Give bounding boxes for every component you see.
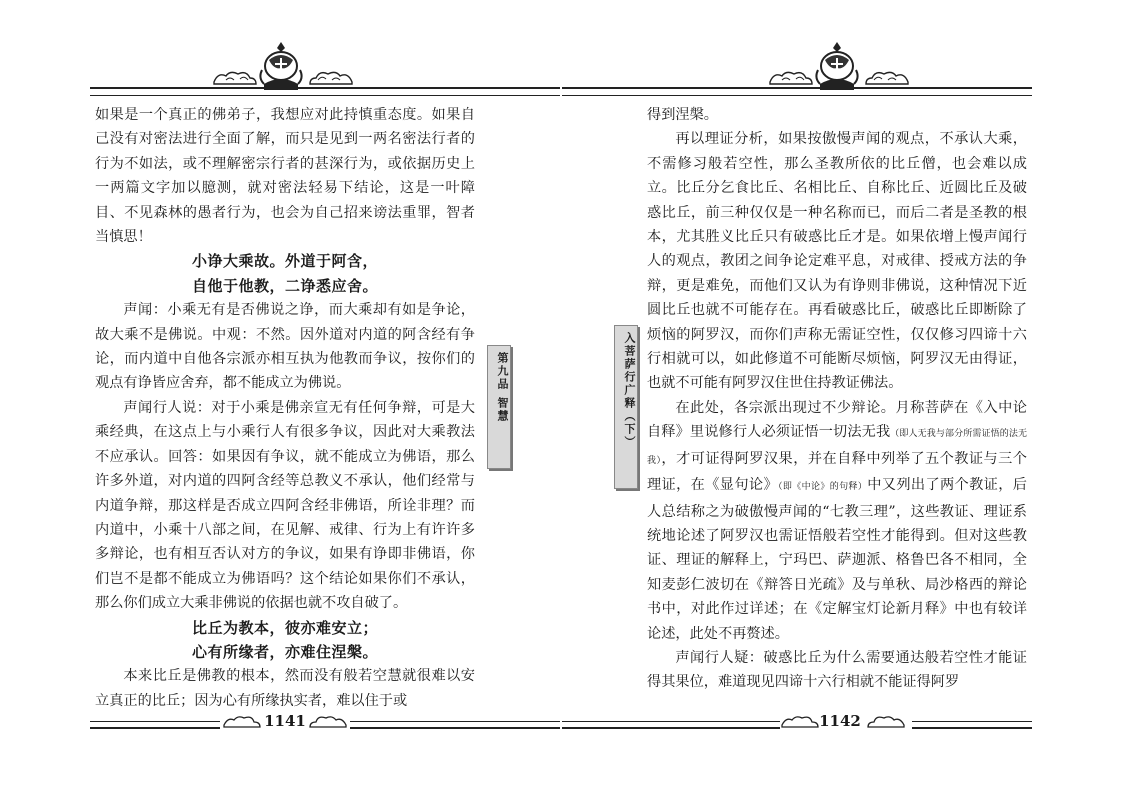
paragraph-text: 中又列出了两个教证，后人总结称之为破傲慢声闻的“七教三理”，这些教证、理证系统地论述了阿罗汉也需证悟般若空性才能得到。但对这些教证、理证的解释上，宁玛巴、萨迦派、格鲁巴各不相同，全知麦彭仁波切在《辩答日光疏》及与单秋、局沙格西的辩论书中，对此作过详述；在《定解宝灯论新月释》中也有较详论述，此处不再赘述。 (647, 477, 1027, 642)
verse-line: 小诤大乘故。外道于阿含， (191, 252, 378, 271)
paragraph (647, 396, 1027, 646)
book-title-tab-label: 入菩萨行广释（下） (623, 332, 636, 449)
cloud-ornament-icon (212, 68, 258, 88)
verse-line: 自他于他教，二诤悉应舍。 (191, 276, 378, 295)
left-page (0, 0, 561, 794)
cloud-ornament-icon (768, 68, 814, 88)
page-number: 1142 (819, 712, 861, 730)
cloud-ornament-icon (308, 68, 354, 88)
cloud-ornament-icon (866, 713, 906, 731)
dharma-emblem-icon (814, 40, 860, 94)
paragraph: 声闻行人疑：破惑比丘为什么需要通达般若空性才能证得其果位，难道现见四谛十六行相就不能证得阿罗 (647, 649, 1027, 691)
cloud-ornament-icon (864, 68, 910, 88)
paragraph: 本来比丘是佛教的根本，然而没有般若空慧就很难以安立真正的比丘；因为心有所缘执实者，难以住于或 (95, 668, 475, 709)
footer-rule (562, 721, 780, 729)
annotation-note: （即人无我与部分所需证悟的法无我） (647, 429, 1027, 466)
paragraph: 声闻：小乘无有是否佛说之诤，而大乘却有如是争论，故大乘不是佛说。中观：不然。因外道对内道的阿含经有争论，而内道中自他各宗派亦相互执为他教而争议，按你们的观点有诤皆应舍弃，都不能成立为佛说。 (95, 302, 475, 392)
chapter-tab (487, 345, 511, 469)
dharma-emblem-icon (258, 40, 304, 94)
right-body-text (647, 103, 1027, 695)
footer-rule (912, 721, 1032, 729)
chapter-tab-label: 第九品 智慧 (496, 352, 509, 423)
right-page (562, 0, 1123, 794)
paragraph: 得到涅槃。 (647, 107, 718, 123)
paragraph: 再以理证分析，如果按傲慢声闻的观点，不承认大乘，不需修习般若空性，那么圣教所依的比丘僧，也会难以成立。比丘分乞食比丘、名相比丘、自称比丘、近圆比丘及破惑比丘，前三种仅仅是一种名称而已，而后二者是圣教的根本，尤其胜义比丘只有破惑比丘才是。如果依增上慢声闻行人的观点，教团之间争论定难平息，对戒律、授戒方法的争辩，更是难免，而他们又认为有诤则非佛说，这种情况下近圆比丘也就不可能存在。再看破惑比丘，破惑比丘即断除了烦恼的阿罗汉，而你们声称无需证空性，仅仅修习四谛十六行相就可以，如此修道不可能断尽烦恼，阿罗汉无由得证，也就不可能有阿罗汉住世住持教证佛法。 (647, 131, 1027, 392)
verse-line: 心有所缘者，亦难住涅槃。 (191, 642, 378, 661)
verse-line: 比丘为教本，彼亦难安立； (191, 618, 378, 637)
paragraph-text: 在此处，各宗派出现过不少辩论。月称菩萨在《入中论自释》里说修行人必须证悟一切法无我 (647, 399, 1027, 441)
paragraph-text: ，才可证得阿罗汉果，并在自释中列举了五个教证与三个理证，在《显句论》 (647, 450, 1027, 494)
cloud-ornament-icon (308, 713, 348, 731)
annotation-note: （即《中论》的句释） (778, 482, 868, 493)
header-rule (90, 87, 560, 96)
footer-rule (350, 721, 560, 729)
paragraph: 如果是一个真正的佛弟子，我想应对此持慎重态度。如果自己没有对密法进行全面了解，而只是见到一两名密法行者的行为不如法，或不理解密宗行者的甚深行为，或依据历史上一两篇文字加以臆测，就对密法轻易下结论，这是一叶障目、不见森林的愚者行为，也会为自己招来谤法重罪，智者当慎思！ (95, 107, 475, 246)
page-number: 1141 (264, 712, 306, 730)
footer-rule (90, 721, 220, 729)
book-title-tab (614, 325, 638, 489)
left-body-text (95, 103, 475, 713)
header-rule (562, 87, 1032, 96)
paragraph: 声闻行人说：对于小乘是佛亲宣无有任何争辩，可是大乘经典，在这点上与小乘行人有很多争议，因此对大乘教法不应承认。回答：如果因有争议，就不能成立为佛语，那么许多外道，对内道的四阿含经等总教义不承认，他们经常与内道争辩，那这样是否成立四阿含经非佛语，所诠非理？而内道中，小乘十八部之间，在见解、戒律、行为上有许许多多辩论，也有相互否认对方的争议，如果有诤即非佛语，你们岂不是都不能成立为佛语吗？这个结论如果你们不承认，那么你们成立大乘非佛说的依据也就不攻自破了。 (95, 399, 475, 612)
